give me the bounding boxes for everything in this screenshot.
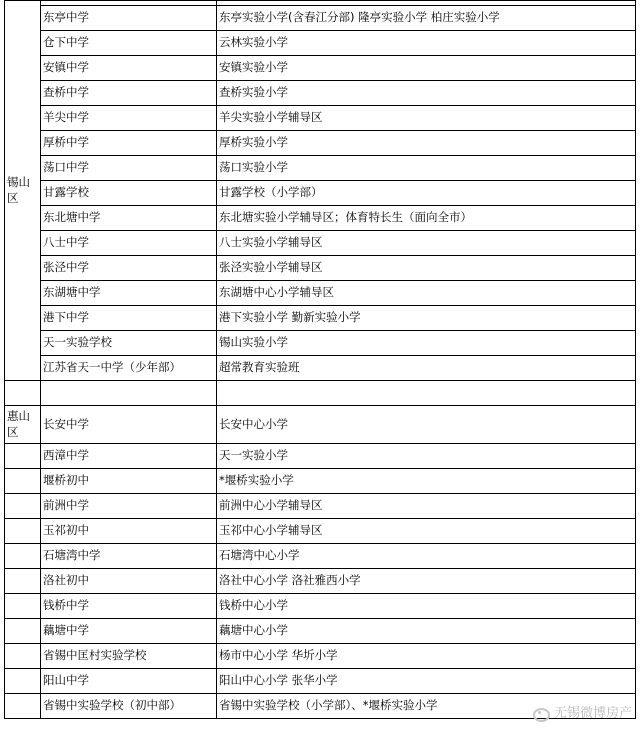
table-row	[5, 594, 636, 619]
middle-school-cell: 羊尖中学	[41, 106, 217, 131]
middle-school-cell: 东亭中学	[41, 6, 217, 31]
table-row	[5, 331, 636, 356]
table-row	[5, 444, 636, 469]
district-cell	[5, 544, 41, 569]
middle-school-cell: 港下中学	[41, 306, 217, 331]
table-row	[5, 181, 636, 206]
table-row	[5, 406, 636, 444]
primary-school-cell: 玉祁中心小学辅导区	[217, 519, 636, 544]
middle-school-cell: 安镇中学	[41, 56, 217, 81]
table-row	[5, 156, 636, 181]
primary-school-cell: 洛社中心小学 洛社雅西小学	[217, 569, 636, 594]
table-row	[5, 619, 636, 644]
table-row	[5, 469, 636, 494]
district-label: 惠山区	[7, 408, 30, 439]
spacer-cell	[217, 381, 636, 406]
table-row	[5, 356, 636, 381]
table-row	[5, 669, 636, 694]
table-row	[5, 56, 636, 81]
district-cell	[5, 594, 41, 619]
table-row	[5, 256, 636, 281]
primary-school-cell: 长安中心小学	[217, 406, 636, 444]
district-cell	[5, 494, 41, 519]
table-row	[5, 131, 636, 156]
district-cell	[5, 669, 41, 694]
table-row	[5, 306, 636, 331]
district-cell	[5, 694, 41, 719]
district-cell	[5, 619, 41, 644]
table-row	[5, 494, 636, 519]
middle-school-cell: 钱桥中学	[41, 594, 217, 619]
middle-school-cell: 藕塘中学	[41, 619, 217, 644]
table-row	[5, 231, 636, 256]
district-label: 锡山区	[7, 174, 30, 205]
primary-school-cell: 港下实验小学 勤新实验小学	[217, 306, 636, 331]
primary-school-cell: 甘露学校（小学部）	[217, 181, 636, 206]
table-row	[5, 106, 636, 131]
primary-school-cell: 锡山实验小学	[217, 331, 636, 356]
middle-school-cell: 西漳中学	[41, 444, 217, 469]
middle-school-cell: 仓下中学	[41, 31, 217, 56]
table-row	[5, 644, 636, 669]
primary-school-cell: 省锡中实验学校（小学部）、*堰桥实验小学	[217, 694, 636, 719]
table-row	[5, 569, 636, 594]
middle-school-cell: 堰桥初中	[41, 469, 217, 494]
table-row	[5, 206, 636, 231]
district-cell	[5, 444, 41, 469]
middle-school-cell: 阳山中学	[41, 669, 217, 694]
middle-school-cell: 荡口中学	[41, 156, 217, 181]
primary-school-cell: *堰桥实验小学	[217, 469, 636, 494]
middle-school-cell: 玉祁初中	[41, 519, 217, 544]
table-row	[5, 81, 636, 106]
primary-school-cell: 藕塘中心小学	[217, 619, 636, 644]
primary-school-cell: 钱桥中心小学	[217, 594, 636, 619]
middle-school-cell: 前洲中学	[41, 494, 217, 519]
table-row	[5, 281, 636, 306]
middle-school-cell: 天一实验学校	[41, 331, 217, 356]
middle-school-cell: 查桥中学	[41, 81, 217, 106]
spacer-cell	[5, 381, 41, 406]
primary-school-cell: 石塘湾中心小学	[217, 544, 636, 569]
primary-school-cell: 东亭实验小学(含春江分部) 隆亭实验小学 柏庄实验小学	[217, 6, 636, 31]
primary-school-cell: 东北塘实验小学辅导区；体育特长生（面向全市）	[217, 206, 636, 231]
district-cell	[5, 569, 41, 594]
primary-school-cell: 张泾实验小学辅导区	[217, 256, 636, 281]
primary-school-cell: 云林实验小学	[217, 31, 636, 56]
primary-school-cell: 羊尖实验小学辅导区	[217, 106, 636, 131]
table-row	[5, 6, 636, 31]
spacer-row	[5, 381, 636, 406]
district-cell	[5, 406, 41, 444]
table-row	[5, 31, 636, 56]
middle-school-cell: 省锡中实验学校（初中部）	[41, 694, 217, 719]
primary-school-cell: 荡口实验小学	[217, 156, 636, 181]
table-row	[5, 519, 636, 544]
primary-school-cell: 超常教育实验班	[217, 356, 636, 381]
middle-school-cell: 甘露学校	[41, 181, 217, 206]
primary-school-cell: 阳山中心小学 张华小学	[217, 669, 636, 694]
district-cell	[5, 644, 41, 669]
primary-school-cell: 东湖塘中心小学辅导区	[217, 281, 636, 306]
middle-school-cell: 省锡中匡村实验学校	[41, 644, 217, 669]
primary-school-cell: 安镇实验小学	[217, 56, 636, 81]
primary-school-cell: 天一实验小学	[217, 444, 636, 469]
weibo-icon	[532, 705, 550, 719]
middle-school-cell: 洛社初中	[41, 569, 217, 594]
district-cell	[5, 469, 41, 494]
school-district-table	[4, 0, 636, 719]
middle-school-cell: 江苏省天一中学（少年部）	[41, 356, 217, 381]
middle-school-cell: 长安中学	[41, 406, 217, 444]
watermark-text: 无锡微博房产	[553, 706, 632, 721]
middle-school-cell: 张泾中学	[41, 256, 217, 281]
district-cell	[5, 519, 41, 544]
primary-school-cell: 查桥实验小学	[217, 81, 636, 106]
middle-school-cell: 石塘湾中学	[41, 544, 217, 569]
primary-school-cell: 杨市中心小学 华圻小学	[217, 644, 636, 669]
table-row	[5, 544, 636, 569]
middle-school-cell: 八士中学	[41, 231, 217, 256]
primary-school-cell: 八士实验小学辅导区	[217, 231, 636, 256]
middle-school-cell: 东北塘中学	[41, 206, 217, 231]
spacer-cell	[41, 381, 217, 406]
middle-school-cell: 厚桥中学	[41, 131, 217, 156]
district-cell	[5, 1, 41, 381]
primary-school-cell: 前洲中心小学辅导区	[217, 494, 636, 519]
watermark	[532, 702, 632, 721]
primary-school-cell: 厚桥实验小学	[217, 131, 636, 156]
middle-school-cell: 东湖塘中学	[41, 281, 217, 306]
